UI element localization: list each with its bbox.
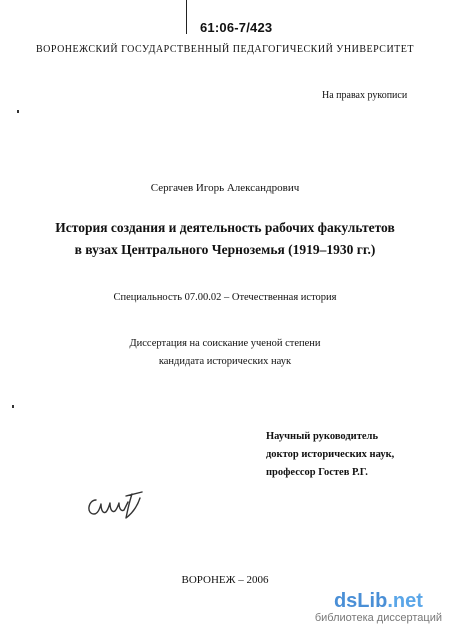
specialty: Специальность 07.00.02 – Отечественная история	[113, 292, 337, 303]
degree-line-1: Диссертация на соискание ученой степени	[129, 338, 321, 349]
degree-line-2: кандидата исторических наук	[158, 356, 292, 367]
advisor-line-2: доктор исторических наук,	[266, 449, 395, 460]
rights-note: На правах рукописи	[322, 90, 408, 101]
advisor-line-3: профессор Гостев Р.Г.	[266, 467, 368, 478]
handwritten-signature	[82, 488, 152, 524]
catalog-number: 61:06-7/423	[200, 20, 273, 35]
dissertation-title	[20, 217, 430, 261]
degree-statement	[0, 335, 450, 371]
title-line-2: в вузах Центрального Черноземья (1919–1930 гг.)	[74, 242, 376, 257]
advisor-line-1: Научный руководитель	[266, 431, 378, 442]
watermark-subtitle: библиотека диссертаций	[314, 612, 442, 624]
author-name: Сергачев Игорь Александрович	[150, 182, 300, 194]
scan-speck	[17, 110, 19, 113]
dslib-watermark	[315, 590, 442, 624]
watermark-logo: dsLib.net	[333, 590, 423, 612]
city-year: ВОРОНЕЖ – 2006	[181, 574, 269, 586]
scan-speck	[12, 405, 14, 408]
margin-line	[186, 0, 187, 34]
title-line-1: История создания и деятельность рабочих факультетов	[55, 220, 395, 235]
university-name: ВОРОНЕЖСКИЙ ГОСУДАРСТВЕННЫЙ ПЕДАГОГИЧЕСКИЙ УНИВЕРСИТЕТ	[36, 44, 414, 55]
scientific-advisor	[266, 428, 394, 482]
